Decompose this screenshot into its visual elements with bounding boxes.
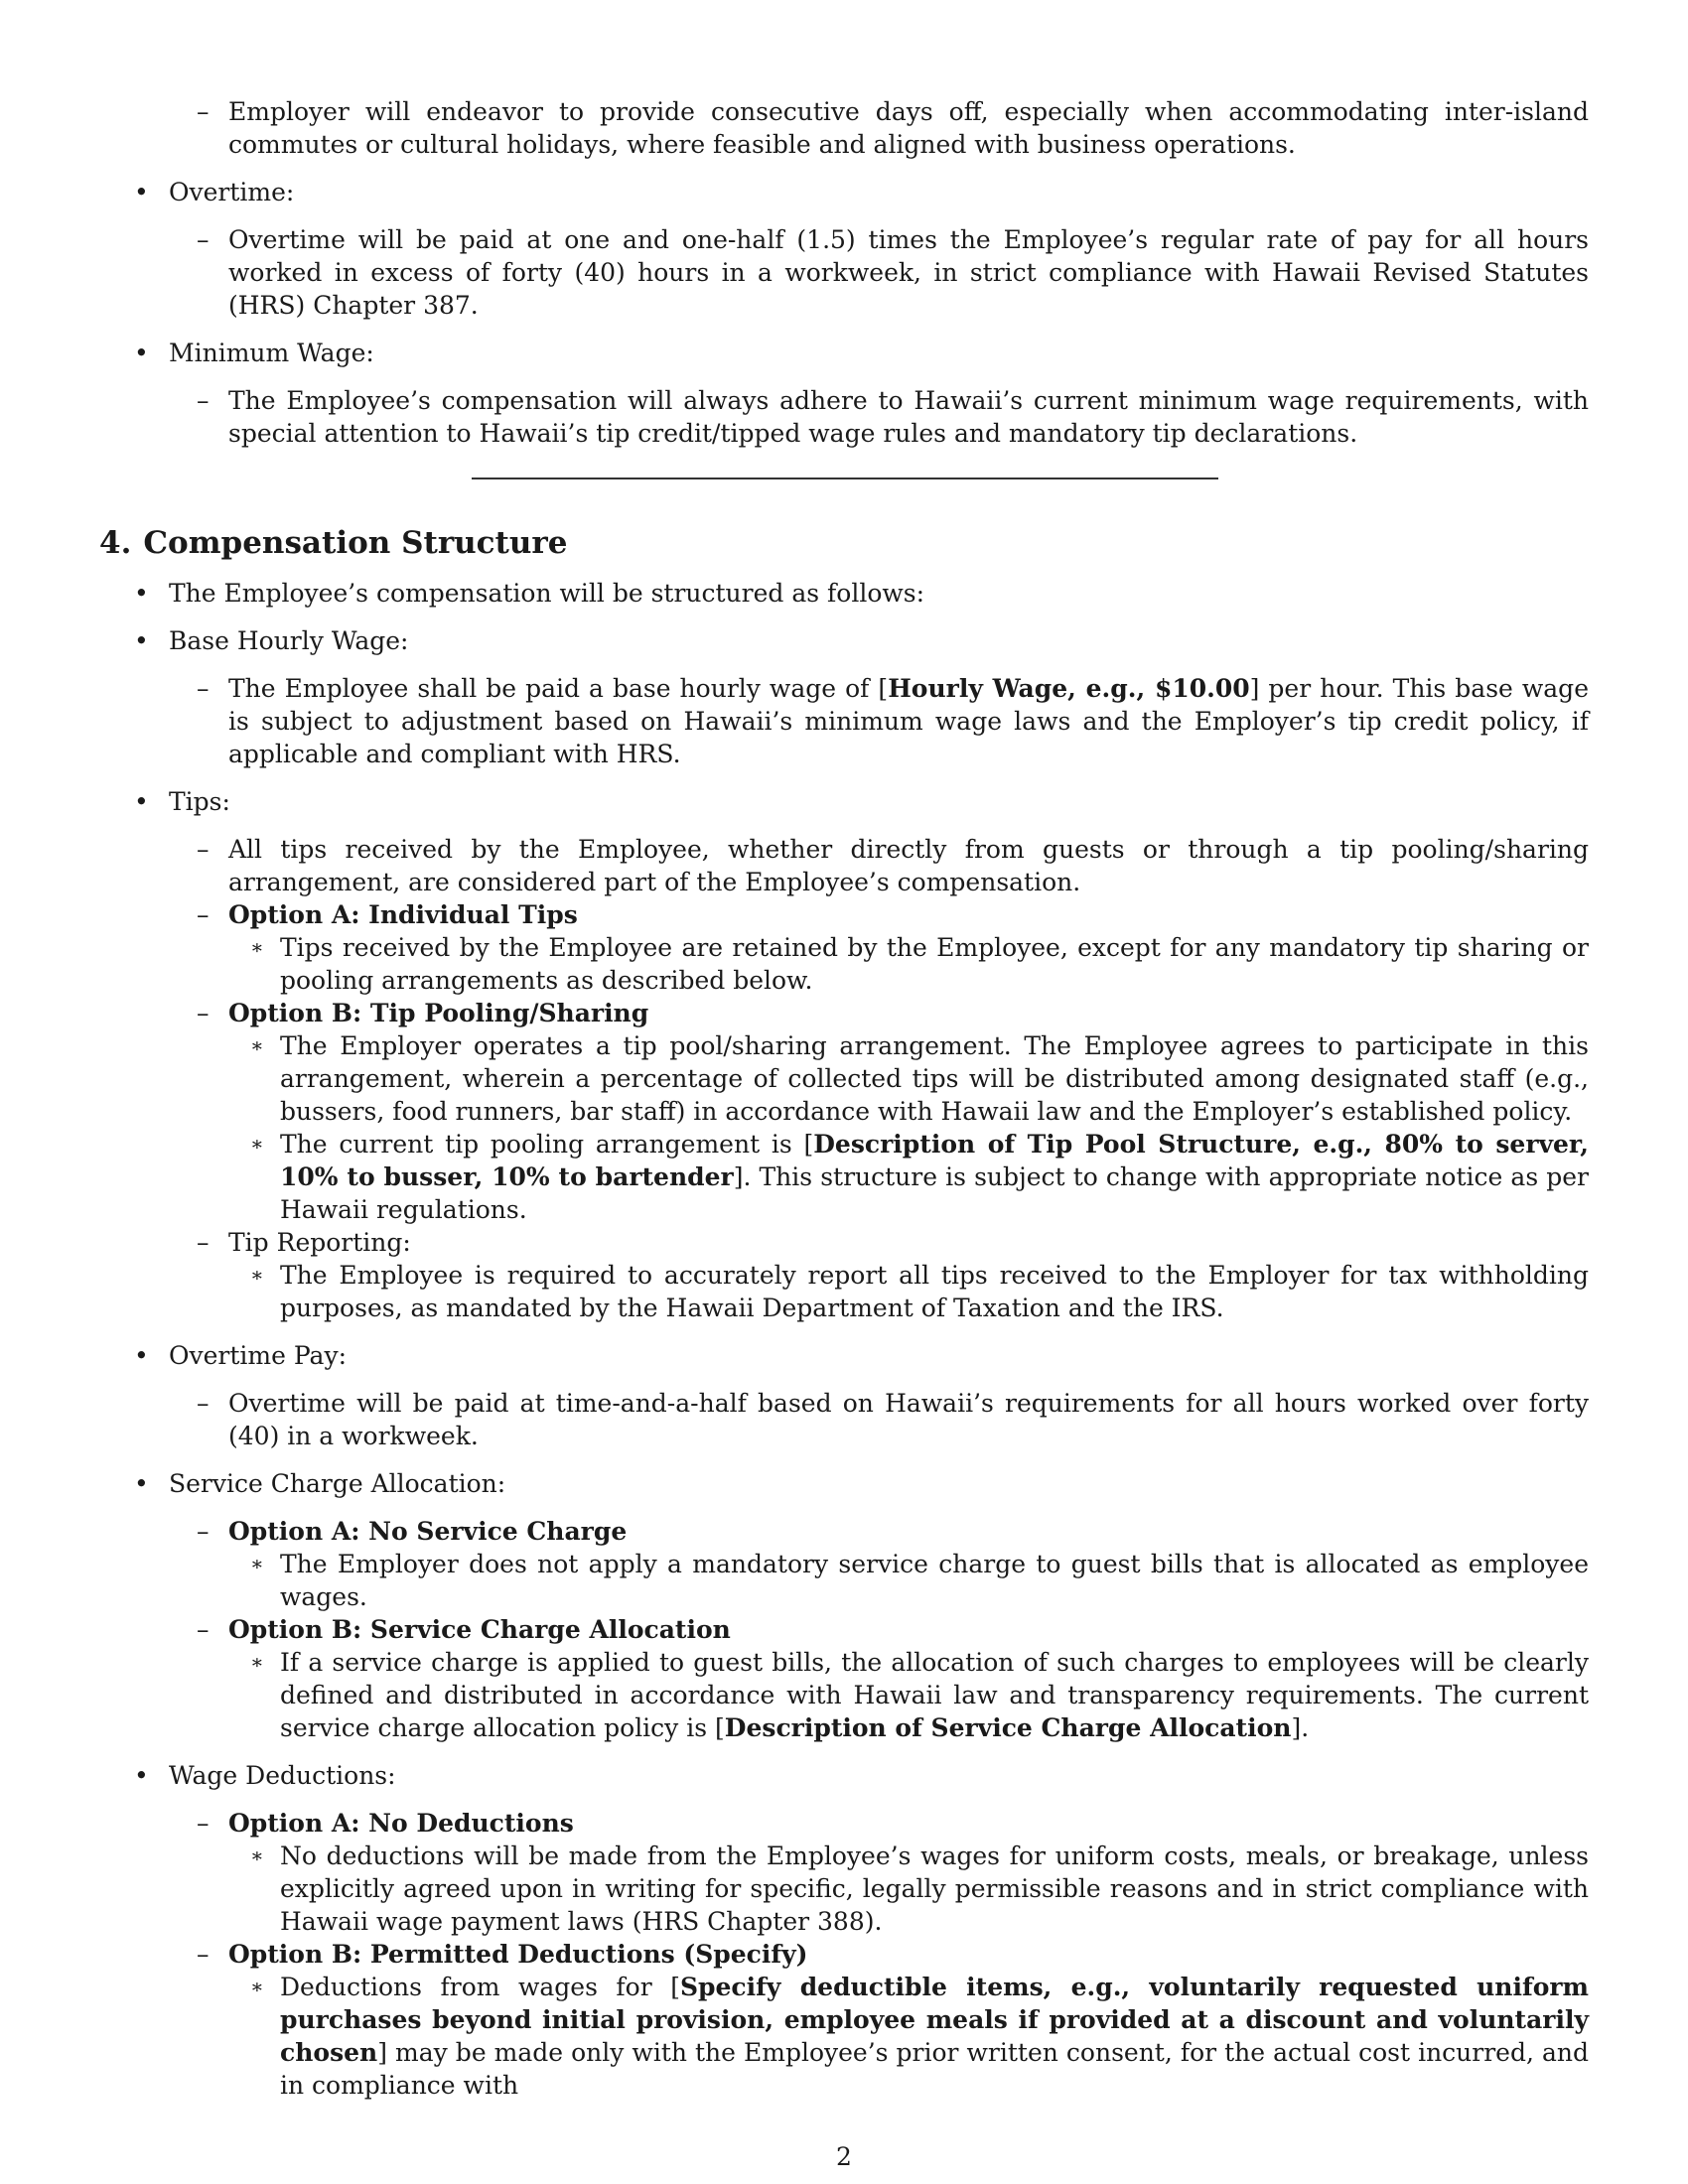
asterisk-marker: ∗ — [250, 935, 264, 959]
list-item — [99, 1613, 1589, 1646]
bullet-marker: • — [134, 787, 149, 816]
bullet-marker: • — [134, 1761, 149, 1790]
section-title: Compensation Structure — [143, 525, 568, 561]
dash-marker: – — [197, 674, 210, 703]
dash-marker: – — [197, 900, 210, 929]
dash-marker: – — [197, 386, 210, 415]
list-item: – Overtime will be paid at one and one-half (1.5) times the Employee’s regular rate of pay for all hours worked in excess of forty (40) hours in a workweek, in strict compliance with Hawaii Revised Statutes (HRS) Chapter 387. — [197, 225, 1589, 320]
dash-marker: – — [197, 1228, 210, 1257]
bullet-marker: • — [134, 178, 149, 206]
list-item — [99, 672, 1589, 770]
list-item: ∗ No deductions will be made from the Employee’s wages for uniform costs, meals, or breakage, unless explicitly agreed upon in writing for specific, legally permissible reasons and in strict compliance with Hawaii wage payment laws (HRS Chapter 388). — [250, 1842, 1589, 1936]
bullet-marker: • — [134, 579, 149, 608]
option-title: Option A: No Service Charge — [228, 1517, 628, 1546]
option-title: Option A: Individual Tips — [228, 900, 578, 929]
asterisk-marker: ∗ — [250, 1843, 264, 1867]
dash-marker: – — [197, 999, 210, 1027]
list-item — [99, 997, 1589, 1029]
asterisk-marker: ∗ — [250, 1263, 264, 1287]
list-item — [99, 1971, 1589, 2102]
list-item: • Base Hourly Wage: — [134, 626, 409, 655]
asterisk-marker: ∗ — [250, 1552, 264, 1575]
asterisk-marker: ∗ — [250, 1975, 264, 1998]
horizontal-divider — [472, 478, 1218, 479]
deductions-text: Deductions from wages for [Specify deductible items, e.g., voluntarily requested uniform purchases beyond initial provision, employee meals if provided at a discount and voluntarily chosen] may be made only with the Employee’s prior written consent, for the actual cost incurred, and in compliance with — [280, 1973, 1589, 2100]
asterisk-marker: ∗ — [250, 1033, 264, 1057]
list-item: • Tips: — [134, 787, 230, 816]
option-title: Option B: Permitted Deductions (Specify) — [228, 1940, 808, 1969]
list-item: ∗ Tips received by the Employee are retained by the Employee, except for any mandatory tip sharing or pooling arrangements as described below. — [250, 933, 1589, 995]
asterisk-marker: ∗ — [250, 1650, 264, 1674]
list-item — [99, 1128, 1589, 1226]
option-title: Option B: Service Charge Allocation — [228, 1615, 731, 1644]
dash-marker: – — [197, 1517, 210, 1546]
section-number: 4. — [99, 525, 132, 561]
list-item: • Overtime: — [134, 178, 295, 206]
list-item — [99, 1807, 1589, 1840]
list-item — [99, 1515, 1589, 1548]
dash-marker: – — [197, 1389, 210, 1418]
bullet-marker: • — [134, 626, 149, 655]
page-content — [99, 95, 1589, 2102]
list-item: – The Employee’s compensation will always adhere to Hawaii’s current minimum wage requirements, with special attention to Hawaii’s tip credit/tipped wage rules and mandatory tip declarations. — [197, 386, 1589, 448]
dash-marker: – — [197, 1940, 210, 1969]
dash-marker: – — [197, 97, 210, 126]
list-item: • Minimum Wage: — [134, 339, 374, 367]
dash-marker: – — [197, 1615, 210, 1644]
list-item: ∗ The Employee is required to accurately report all tips received to the Employer for tax withholding purposes, as mandated by the Hawaii Department of Taxation and the IRS. — [250, 1261, 1589, 1322]
list-item: • Wage Deductions: — [134, 1761, 396, 1790]
asterisk-marker: ∗ — [250, 1132, 264, 1156]
service-charge-text: If a service charge is applied to guest bills, the allocation of such charges to employees will be clearly defined and distributed in accordance with Hawaii law and transparency requirements. The current service charge allocation policy is [Description of Service Charge Allocation]. — [280, 1648, 1589, 1742]
base-wage-text: The Employee shall be paid a base hourly wage of [Hourly Wage, e.g., $10.00] per hour. This base wage is subject to adjustment based on Hawaii’s minimum wage laws and the Employer’s tip credit policy, if applicable and compliant with HRS. — [228, 674, 1589, 768]
list-item: ∗ The Employer does not apply a mandatory service charge to guest bills that is allocated as employee wages. — [250, 1550, 1589, 1611]
list-item — [99, 1646, 1589, 1744]
page-number: 2 — [836, 2142, 852, 2171]
dash-marker: – — [197, 835, 210, 864]
list-item — [99, 898, 1589, 931]
list-item: • Overtime Pay: — [134, 1341, 348, 1370]
bullet-marker: • — [134, 1469, 149, 1498]
bullet-marker: • — [134, 339, 149, 367]
dash-marker: – — [197, 1809, 210, 1838]
section-heading — [99, 523, 1589, 563]
dash-marker: – — [197, 225, 210, 254]
list-item: • The Employee’s compensation will be structured as follows: — [134, 579, 925, 608]
list-item: • Service Charge Allocation: — [134, 1469, 506, 1498]
list-item: – All tips received by the Employee, whether directly from guests or through a tip pooling/sharing arrangement, are considered part of the Employee’s compensation. — [197, 835, 1589, 896]
bullet-marker: • — [134, 1341, 149, 1370]
list-item: – Overtime will be paid at time-and-a-half based on Hawaii’s requirements for all hours worked over forty (40) in a workweek. — [197, 1389, 1589, 1450]
option-title: Option A: No Deductions — [228, 1809, 574, 1838]
list-item: – Tip Reporting: — [197, 1228, 411, 1257]
tip-pool-text: The current tip pooling arrangement is [Description of Tip Pool Structure, e.g., 80% to server, 10% to busser, 10% to bartender]. This structure is subject to change with appropriate notice as per Hawaii regulations. — [280, 1130, 1590, 1224]
option-title: Option B: Tip Pooling/Sharing — [228, 999, 649, 1027]
list-item — [99, 1938, 1589, 1971]
list-item: ∗ The Employer operates a tip pool/sharing arrangement. The Employee agrees to participate in this arrangement, wherein a percentage of collected tips will be distributed among designated staff (e.g., bussers, food runners, bar staff) in accordance with Hawaii law and the Employer’s established policy. — [250, 1031, 1589, 1126]
list-item: – Employer will endeavor to provide consecutive days off, especially when accommodating inter-island commutes or cultural holidays, where feasible and aligned with business operations. — [197, 97, 1589, 159]
